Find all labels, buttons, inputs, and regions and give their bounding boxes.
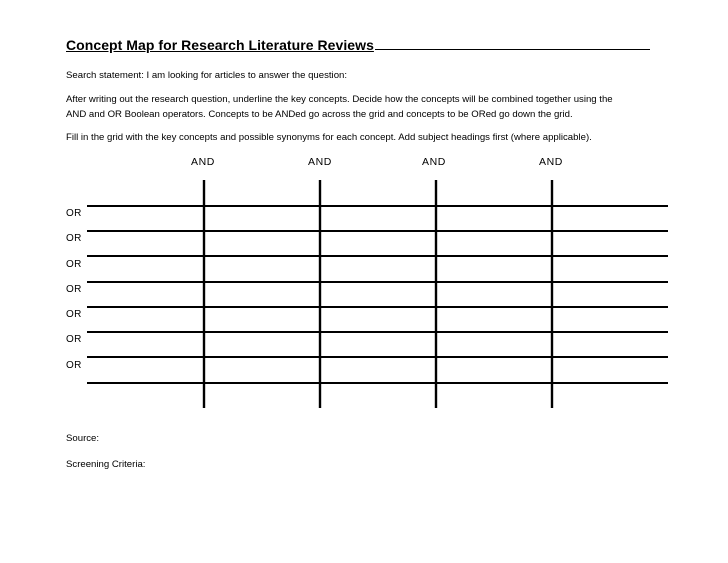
and-label-4: AND [539,156,563,168]
or-label-1: OR [66,208,82,219]
grid-horizontal-lines [87,206,668,383]
and-label-1: AND [191,156,215,168]
instructions-line-1: After writing out the research question, underline the key concepts. Decide how the concepts will be combined together using the [66,94,613,105]
source-label: Source: [66,433,100,444]
or-label-3: OR [66,259,82,270]
search-statement: Search statement: I am looking for articles to answer the question: [66,70,348,81]
and-label-2: AND [308,156,332,168]
grid-vertical-lines [204,180,552,408]
fill-instructions: Fill in the grid with the key concepts and possible synonyms for each concept. Add subject headings first (where applicable). [66,132,592,143]
instructions-line-2: AND and OR Boolean operators. Concepts to be ANDed go across the grid and concepts to be ORed go down the grid. [66,109,573,120]
or-label-7: OR [66,360,82,371]
or-label-6: OR [66,334,82,345]
or-label-2: OR [66,233,82,244]
and-label-3: AND [422,156,446,168]
title-text: Concept Map for Research Literature Reviews [66,37,374,53]
or-label-4: OR [66,284,82,295]
screening-criteria-label: Screening Criteria: [66,459,146,470]
or-label-5: OR [66,309,82,320]
